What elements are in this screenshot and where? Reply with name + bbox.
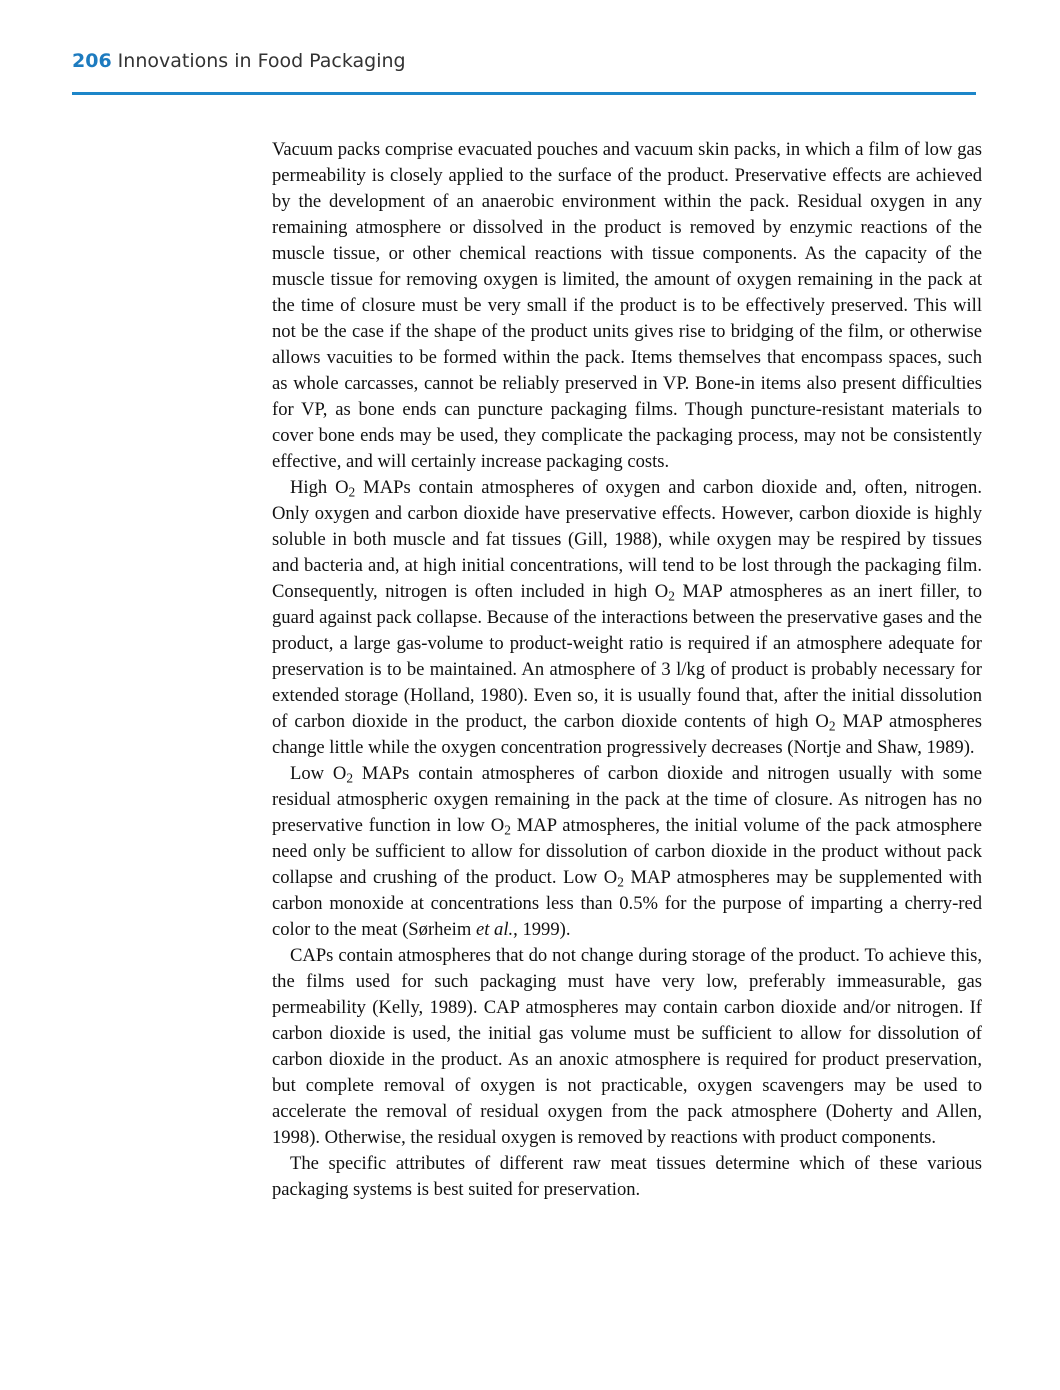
paragraph-low-o2-maps bbox=[272, 761, 982, 943]
text-segment: MAPs contain atmospheres of carbon dioxide and nitrogen usually with some residual atmospheric oxygen remaining in the pack at the time of closure. As nitrogen has no preservative function in low O bbox=[272, 763, 982, 836]
subscript: 2 bbox=[668, 588, 675, 604]
text-segment: Vacuum packs comprise evacuated pouches and vacuum skin packs, in which a film of low gas permeability is closely applied to the surface of the product. Preservative effects are achieved by the development of an anaerobic environment within the pack. Residual oxygen in any remaining atmosphere or dissolved in the product is removed by enzymic reactions of the muscle tissue, or other chemical reactions with tissue components. As the capacity of the muscle tissue for removing oxygen is limited, the amount of oxygen remaining in the pack at the time of closure must be very small if the product is to be effectively preserved. This will not be the case if the shape of the product units gives rise to bridging of the film, or otherwise allows vacuities to be formed within the pack. Items themselves that encompass spaces, such as whole carcasses, cannot be reliably preserved in VP. Bone-in items also present difficulties for VP, as bone ends can puncture packaging films. Though puncture-resistant materials to cover bone ends may be used, they complicate the packaging process, may not be consistently effective, and will certainly increase packaging costs. bbox=[272, 139, 982, 472]
text-segment: MAPs contain atmospheres of oxygen and carbon dioxide and, often, nitrogen. Only oxygen and carbon dioxide have preservative effects. However, carbon dioxide is highly soluble in both muscle and fat tissues (Gill, 1988), while oxygen may be respired by tissues and bacteria and, at high initial concentrations, will tend to be lost through the packaging film. Consequently, nitrogen is often included in high O bbox=[272, 477, 983, 602]
text-segment: High O bbox=[290, 477, 349, 498]
subscript: 2 bbox=[617, 874, 624, 890]
italic-text: et al. bbox=[475, 919, 514, 940]
text-segment: Low O bbox=[290, 763, 347, 784]
page-number: 206 bbox=[72, 50, 112, 72]
text-segment: The specific attributes of different raw meat tissues determine which of these various packaging systems is best suited for preservation. bbox=[272, 1153, 982, 1200]
subscript: 2 bbox=[348, 484, 356, 500]
text-segment: MAP atmospheres, the initial volume of the pack atmosphere need only be sufficient to allow for dissolution of carbon dioxide in the product without pack collapse and crushing of the product. Low O bbox=[272, 815, 982, 888]
text-segment: MAP atmospheres as an inert filler, to guard against pack collapse. Because of the interactions between the preservative gases and the product, a large gas-volume to product-weight ratio is required if an atmosphere adequate for preservation is to be maintained. An atmosphere of 3 l/kg of product is probably necessary for extended storage (Holland, 1980). Even so, it is usually found that, after the initial dissolution of carbon dioxide in the product, the carbon dioxide contents of high O bbox=[272, 581, 982, 732]
body-text bbox=[272, 137, 982, 1203]
subscript: 2 bbox=[346, 770, 354, 786]
text-segment: , 1999). bbox=[513, 919, 571, 940]
subscript: 2 bbox=[828, 718, 836, 734]
paragraph-caps bbox=[272, 943, 982, 1151]
subscript: 2 bbox=[504, 822, 511, 838]
text-segment: MAP atmospheres change little while the oxygen concentration progressively decreases (Nortje and Shaw, 1989). bbox=[272, 711, 982, 758]
text-segment: MAP atmospheres may be supplemented with carbon monoxide at concentrations less than 0.5% for the purpose of imparting a cherry-red color to the meat (Sørheim bbox=[272, 867, 982, 940]
text-segment: CAPs contain atmospheres that do not change during storage of the product. To achieve this, the films used for such packaging must have very low, preferably immeasurable, gas permeability (Kelly, 1989). CAP atmospheres may contain carbon dioxide and/or nitrogen. If carbon dioxide is used, the initial gas volume must be sufficient to allow for dissolution of carbon dioxide in the product. As an anoxic atmosphere is required for product preservation, but complete removal of oxygen is not practicable, oxygen scavengers may be used to accelerate the removal of residual oxygen from the pack atmosphere (Doherty and Allen, 1998). Otherwise, the residual oxygen is removed by reactions with product components. bbox=[272, 945, 982, 1148]
paragraph-vacuum-packs bbox=[272, 137, 982, 475]
running-header bbox=[72, 50, 406, 72]
header-rule bbox=[72, 92, 976, 95]
paragraph-high-o2-maps bbox=[272, 475, 982, 761]
book-title: Innovations in Food Packaging bbox=[117, 50, 406, 72]
paragraph-conclusion bbox=[272, 1151, 982, 1203]
